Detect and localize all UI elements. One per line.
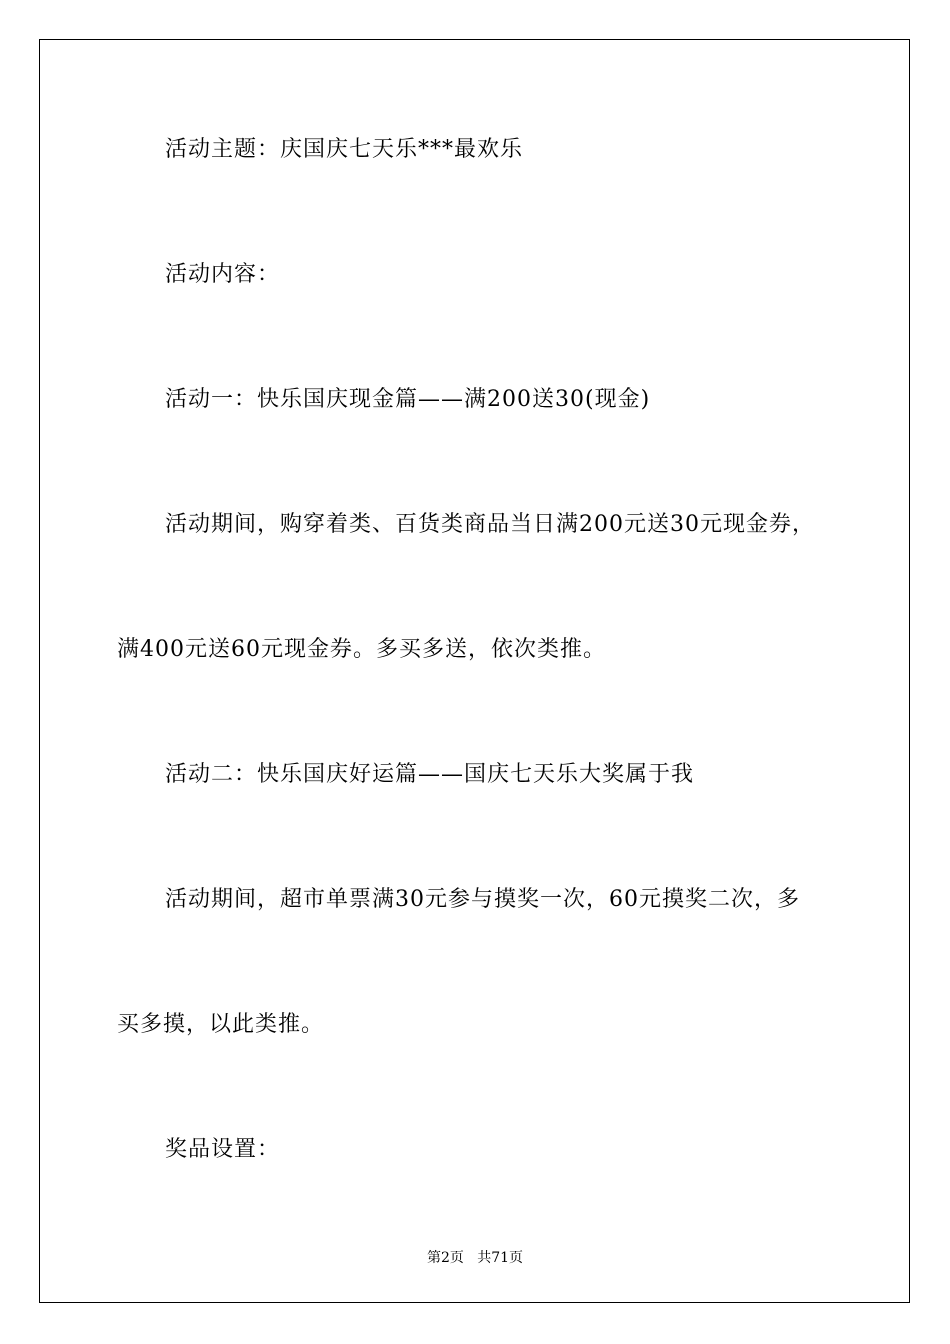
paragraph-activity-one-detail: 活动期间，购穿着类、百货类商品当日满200元送30元现金券， bbox=[165, 512, 815, 537]
paragraph-content-heading: 活动内容： bbox=[165, 262, 281, 287]
paragraph-activity-one: 活动一：快乐国庆现金篇——满200送30(现金) bbox=[165, 387, 651, 412]
page-number-footer: 第2页 共71页 bbox=[426, 1250, 524, 1266]
paragraph-activity-two-detail: 活动期间，超市单票满30元参与摸奖一次，60元摸奖二次，多 bbox=[165, 887, 800, 912]
paragraph-activity-one-detail-cont: 满400元送60元现金券。多买多送，依次类推。 bbox=[117, 637, 606, 662]
paragraph-prize-heading: 奖品设置： bbox=[165, 1137, 281, 1162]
paragraph-activity-two-detail-cont: 买多摸，以此类推。 bbox=[117, 1012, 325, 1037]
paragraph-activity-two: 活动二：快乐国庆好运篇——国庆七天乐大奖属于我 bbox=[165, 762, 695, 787]
page-border bbox=[39, 39, 910, 1303]
paragraph-theme: 活动主题：庆国庆七天乐***最欢乐 bbox=[165, 137, 524, 162]
